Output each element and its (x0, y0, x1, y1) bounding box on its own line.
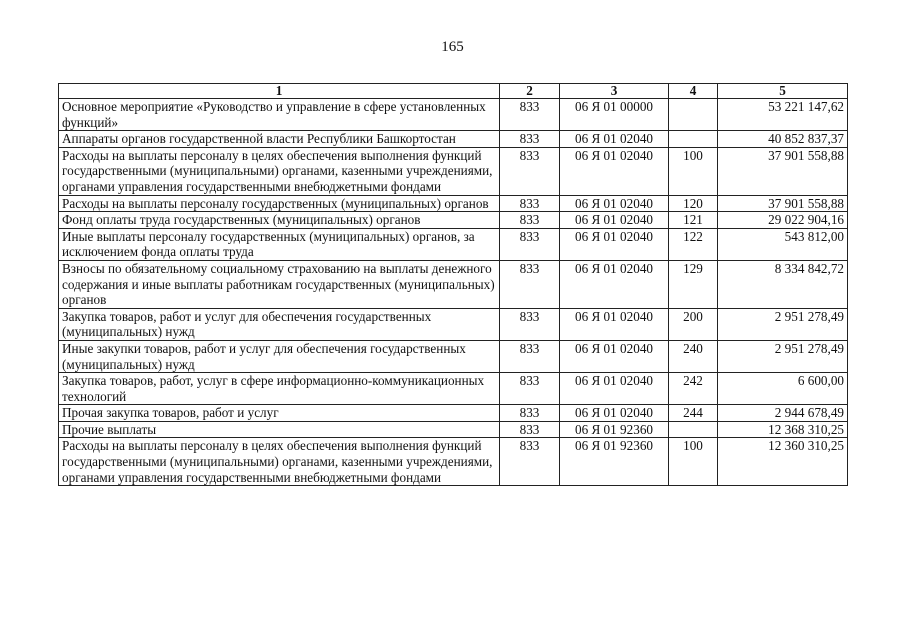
cell-amount: 2 944 678,49 (718, 405, 848, 422)
cell-expense-type: 122 (669, 228, 718, 260)
header-col-5: 5 (718, 84, 848, 99)
table-row (59, 438, 848, 486)
cell-ministry-code: 833 (500, 260, 560, 308)
cell-target-article: 06 Я 01 92360 (560, 421, 669, 438)
cell-ministry-code: 833 (500, 131, 560, 148)
cell-target-article: 06 Я 01 02040 (560, 147, 669, 195)
cell-target-article: 06 Я 01 02040 (560, 308, 669, 340)
cell-ministry-code: 833 (500, 228, 560, 260)
cell-name: Иные выплаты персоналу государственных (муниципальных) органов, за исключением фонда оплаты труда (59, 228, 500, 260)
cell-amount: 53 221 147,62 (718, 99, 848, 131)
cell-expense-type: 244 (669, 405, 718, 422)
table-row (59, 131, 848, 148)
cell-expense-type: 121 (669, 212, 718, 229)
cell-amount: 2 951 278,49 (718, 308, 848, 340)
cell-amount: 37 901 558,88 (718, 195, 848, 212)
cell-target-article: 06 Я 01 02040 (560, 340, 669, 372)
cell-expense-type: 129 (669, 260, 718, 308)
header-col-2: 2 (500, 84, 560, 99)
table-row (59, 421, 848, 438)
cell-target-article: 06 Я 01 92360 (560, 438, 669, 486)
cell-name: Прочая закупка товаров, работ и услуг (59, 405, 500, 422)
cell-expense-type: 100 (669, 147, 718, 195)
table-row (59, 405, 848, 422)
cell-ministry-code: 833 (500, 308, 560, 340)
budget-table (58, 83, 848, 486)
cell-expense-type (669, 131, 718, 148)
cell-name: Расходы на выплаты персоналу в целях обеспечения выполнения функций государственными (муниципальными) органами, казенными учреждениями, органами управления государственными внебюджетными фондами (59, 147, 500, 195)
cell-name: Закупка товаров, работ и услуг для обеспечения государственных (муниципальных) нужд (59, 308, 500, 340)
cell-target-article: 06 Я 01 02040 (560, 260, 669, 308)
cell-target-article: 06 Я 01 02040 (560, 373, 669, 405)
cell-target-article: 06 Я 01 02040 (560, 212, 669, 229)
cell-name: Основное мероприятие «Руководство и управление в сфере установленных функций» (59, 99, 500, 131)
cell-expense-type: 242 (669, 373, 718, 405)
cell-name: Аппараты органов государственной власти Республики Башкортостан (59, 131, 500, 148)
header-col-1: 1 (59, 84, 500, 99)
cell-ministry-code: 833 (500, 195, 560, 212)
cell-expense-type: 120 (669, 195, 718, 212)
table-row (59, 373, 848, 405)
cell-ministry-code: 833 (500, 373, 560, 405)
table-row (59, 340, 848, 372)
header-row (59, 84, 848, 99)
table-row (59, 260, 848, 308)
cell-amount: 6 600,00 (718, 373, 848, 405)
cell-target-article: 06 Я 01 02040 (560, 228, 669, 260)
table-body (59, 99, 848, 486)
cell-target-article: 06 Я 01 02040 (560, 195, 669, 212)
table-row (59, 228, 848, 260)
cell-name: Расходы на выплаты персоналу государственных (муниципальных) органов (59, 195, 500, 212)
cell-target-article: 06 Я 01 00000 (560, 99, 669, 131)
page-number: 165 (441, 39, 464, 55)
cell-target-article: 06 Я 01 02040 (560, 405, 669, 422)
cell-ministry-code: 833 (500, 99, 560, 131)
cell-expense-type: 100 (669, 438, 718, 486)
cell-amount: 543 812,00 (718, 228, 848, 260)
cell-ministry-code: 833 (500, 405, 560, 422)
header-col-4: 4 (669, 84, 718, 99)
table-row (59, 147, 848, 195)
table-row (59, 195, 848, 212)
cell-expense-type (669, 421, 718, 438)
cell-amount: 37 901 558,88 (718, 147, 848, 195)
cell-name: Прочие выплаты (59, 421, 500, 438)
cell-amount: 12 368 310,25 (718, 421, 848, 438)
cell-expense-type: 200 (669, 308, 718, 340)
table-row (59, 212, 848, 229)
cell-name: Расходы на выплаты персоналу в целях обеспечения выполнения функций государственными (муниципальными) органами, казенными учреждениями, органами управления государственными внебюджетными фондами (59, 438, 500, 486)
cell-amount: 2 951 278,49 (718, 340, 848, 372)
cell-ministry-code: 833 (500, 340, 560, 372)
cell-ministry-code: 833 (500, 421, 560, 438)
cell-target-article: 06 Я 01 02040 (560, 131, 669, 148)
cell-expense-type (669, 99, 718, 131)
cell-name: Взносы по обязательному социальному страхованию на выплаты денежного содержания и иные выплаты работникам государственных (муниципальных) органов (59, 260, 500, 308)
cell-ministry-code: 833 (500, 438, 560, 486)
cell-amount: 29 022 904,16 (718, 212, 848, 229)
cell-name: Иные закупки товаров, работ и услуг для обеспечения государственных (муниципальных) нужд (59, 340, 500, 372)
cell-ministry-code: 833 (500, 212, 560, 229)
cell-ministry-code: 833 (500, 147, 560, 195)
cell-name: Закупка товаров, работ, услуг в сфере информационно-коммуникационных технологий (59, 373, 500, 405)
header-col-3: 3 (560, 84, 669, 99)
cell-name: Фонд оплаты труда государственных (муниципальных) органов (59, 212, 500, 229)
table-row (59, 308, 848, 340)
cell-amount: 40 852 837,37 (718, 131, 848, 148)
table-row (59, 99, 848, 131)
cell-expense-type: 240 (669, 340, 718, 372)
cell-amount: 8 334 842,72 (718, 260, 848, 308)
cell-amount: 12 360 310,25 (718, 438, 848, 486)
